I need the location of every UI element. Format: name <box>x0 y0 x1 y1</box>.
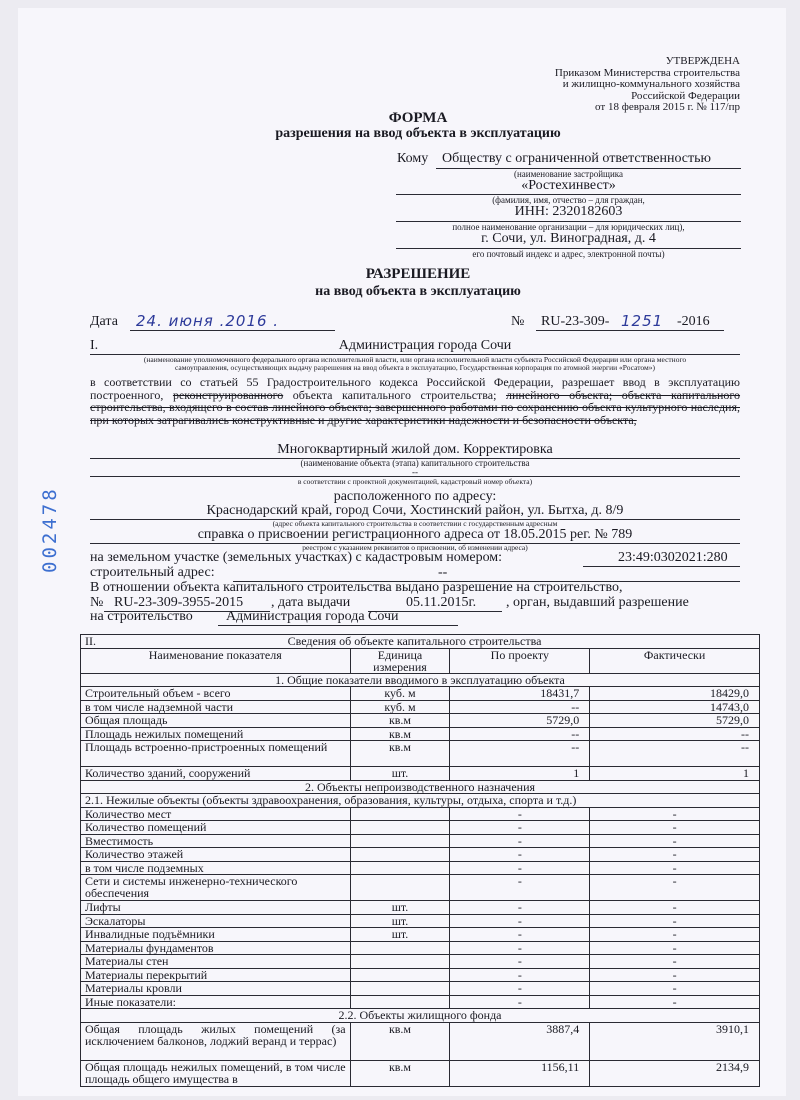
table-row <box>81 968 760 982</box>
actual-value-cell: - <box>590 914 760 928</box>
group-title: 2.1. Нежилые объекты (объекты здравоохранения, образования, культуры, отдыха, спорта и т.д.) <box>81 794 760 808</box>
table-row <box>81 821 760 835</box>
unit-cell: куб. м <box>350 700 450 714</box>
table-row <box>81 807 760 821</box>
permit-org-prefix: на строительство <box>90 609 193 624</box>
indicator-name-cell: Материалы перекрытий <box>81 968 351 982</box>
permit-org-label: , орган, выдавший разрешение <box>506 595 689 610</box>
actual-value-cell: - <box>590 861 760 875</box>
indicator-name-cell: Количество зданий, сооружений <box>81 767 351 781</box>
table-row <box>81 995 760 1009</box>
table-row <box>81 901 760 915</box>
indicator-name-cell: Лифты <box>81 901 351 915</box>
object-dash: -- <box>412 467 418 477</box>
unit-cell <box>350 834 450 848</box>
approval-line: и жилищно-коммунального хозяйства <box>562 78 740 90</box>
form-subtitle: разрешения на ввод объекта в эксплуатацию <box>275 126 561 141</box>
actual-value-cell: -- <box>590 741 760 767</box>
actual-value-cell: 2134,9 <box>590 1060 760 1086</box>
table-row <box>81 848 760 862</box>
doc-subtitle: на ввод объекта в эксплуатацию <box>315 284 521 299</box>
number-handwritten: 1251 <box>621 312 664 330</box>
indicator-name-cell: Иные показатели: <box>81 995 351 1009</box>
date-label: Дата <box>90 314 118 329</box>
table-row <box>81 714 760 728</box>
address-note: (адрес объекта капитального строительства в соответствии с государственным адресным <box>272 519 558 528</box>
group-title: 2. Объекты непроизводственного назначения <box>81 780 760 794</box>
actual-value-cell: - <box>590 955 760 969</box>
approval-line: Приказом Министерства строительства <box>554 66 740 79</box>
indicator-name-cell: Материалы фундаментов <box>81 941 351 955</box>
group-row <box>81 673 760 687</box>
group-title: 2.2. Объекты жилищного фонда <box>81 1009 760 1023</box>
project-value-cell: - <box>450 941 590 955</box>
actual-value-cell: - <box>590 807 760 821</box>
underline <box>536 330 724 331</box>
permit-org: Администрация города Сочи <box>226 609 399 624</box>
unit-cell <box>350 955 450 969</box>
indicator-name-cell: Количество этажей <box>81 848 351 862</box>
actual-value-cell: 3910,1 <box>590 1022 760 1060</box>
project-value-cell: - <box>450 807 590 821</box>
table-row <box>81 687 760 701</box>
reference-note: реестром с указанием реквизитов о присвоении, об изменении адреса) <box>302 543 528 552</box>
project-value-cell: - <box>450 875 590 901</box>
header-cell: Фактически <box>590 648 760 673</box>
recipient-to-value: Обществу с ограниченной ответственностью <box>442 151 711 166</box>
actual-value-cell: - <box>590 848 760 862</box>
recipient-to-label: Кому <box>397 151 429 166</box>
table-row <box>81 767 760 781</box>
approval-line: УТВЕРЖДЕНА <box>665 55 740 67</box>
table-row <box>81 955 760 969</box>
unit-cell <box>350 995 450 1009</box>
paragraph-struck-text: реконструированного <box>172 387 284 402</box>
unit-cell <box>350 968 450 982</box>
permission-paragraph <box>90 376 740 426</box>
unit-cell: куб. м <box>350 687 450 701</box>
recipient-note: его почтовый индекс и адрес, электронной почты) <box>472 249 665 259</box>
permit-date-label: , дата выдачи <box>271 595 351 610</box>
project-value-cell: - <box>450 914 590 928</box>
actual-value-cell: - <box>590 875 760 901</box>
indicator-name-cell: Эскалаторы <box>81 914 351 928</box>
header-cell: Наименование показателя <box>81 648 351 673</box>
indicator-name-cell: Общая площадь жилых помещений (за исключением балконов, лоджий веранд и террас) <box>81 1022 351 1060</box>
recipient-inn: ИНН: 2320182603 <box>514 204 623 219</box>
unit-cell: кв.м <box>350 714 450 728</box>
actual-value-cell: - <box>590 982 760 996</box>
underline <box>583 566 740 567</box>
table-title-text: Сведения об объекте капитального строительства <box>287 634 542 648</box>
unit-cell <box>350 807 450 821</box>
table-row <box>81 914 760 928</box>
address-reference: справка о присвоении регистрационного адреса от 18.05.2015 рег. № 789 <box>197 527 633 542</box>
project-value-cell: - <box>450 995 590 1009</box>
unit-cell <box>350 821 450 835</box>
project-value-cell: 3887,4 <box>450 1022 590 1060</box>
table-row <box>81 941 760 955</box>
project-value-cell: 18431,7 <box>450 687 590 701</box>
project-value-cell: - <box>450 821 590 835</box>
authority-note: самоуправления, осуществляющих выдачу разрешения на ввод объекта в эксплуатацию, Государственная корпорация по атомной энергии «Росатом») <box>175 363 655 372</box>
permit-number: RU-23-309-3955-2015 <box>114 595 244 610</box>
actual-value-cell: 14743,0 <box>590 700 760 714</box>
unit-cell: кв.м <box>350 1022 450 1060</box>
table-row <box>81 727 760 741</box>
header-cell: Единица измерения <box>350 648 450 673</box>
unit-cell <box>350 875 450 901</box>
recipient-name: «Ростехинвест» <box>521 178 616 193</box>
permit-date: 05.11.2015г. <box>406 595 477 610</box>
indicator-name-cell: в том числе надземной части <box>81 700 351 714</box>
project-value-cell: - <box>450 982 590 996</box>
table-title <box>287 634 759 649</box>
object-note: (наименование объекта (этапа) капитального строительства <box>300 458 530 468</box>
unit-cell: шт. <box>350 767 450 781</box>
authority-note: (наименование уполномоченного федерального органа исполнительной власти, или органа исполнительной власти субъекта Российской Федерации или органа местного <box>143 355 687 364</box>
indicator-name-cell: Площадь нежилых помещений <box>81 727 351 741</box>
approval-line: от 18 февраля 2015 г. № 117/пр <box>595 101 740 113</box>
actual-value-cell: -- <box>590 727 760 741</box>
indicator-name-cell: Сети и системы инженерно-технического обеспечения <box>81 875 351 901</box>
indicator-name-cell: Строительный объем - всего <box>81 687 351 701</box>
doc-title: РАЗРЕШЕНИЕ <box>365 266 471 282</box>
table-row <box>81 1022 760 1060</box>
paragraph-struck-text: линейного объекта; объекта капитального строительства, входящего в состав линейного объекта; завершенного работами по сохранению объекта культурного наследия, при которых затрагивались конструктивные и другие характеристики надежности и безопасности объекта, <box>90 387 741 427</box>
table-row <box>81 982 760 996</box>
project-value-cell: 1 <box>450 767 590 781</box>
group-row <box>81 780 760 794</box>
document-page <box>18 8 786 1096</box>
table-row <box>81 700 760 714</box>
indicator-name-cell: Вместимость <box>81 834 351 848</box>
located-label: расположенного по адресу: <box>333 489 497 504</box>
project-value-cell: 1156,11 <box>450 1060 590 1086</box>
actual-value-cell: 5729,0 <box>590 714 760 728</box>
indicator-name-cell: Материалы кровли <box>81 982 351 996</box>
table-header-row <box>81 648 760 673</box>
indicator-name-cell: Количество помещений <box>81 821 351 835</box>
table-body-housing <box>81 1022 760 1086</box>
number-label: № <box>511 314 525 329</box>
recipient-note: (наименование застройщика <box>513 169 623 179</box>
project-value-cell: - <box>450 968 590 982</box>
unit-cell: кв.м <box>350 727 450 741</box>
unit-cell: шт. <box>350 901 450 915</box>
object-name: Многоквартирный жилой дом. Корректировка <box>277 442 553 457</box>
unit-cell: кв.м <box>350 1060 450 1086</box>
actual-value-cell: - <box>590 928 760 942</box>
stamp-number-wrap <box>14 486 94 573</box>
table-title-row <box>81 635 760 649</box>
unit-cell <box>350 982 450 996</box>
project-value-cell: -- <box>450 727 590 741</box>
project-value-cell: - <box>450 861 590 875</box>
stamp-number: 002478 <box>39 486 61 573</box>
permit-number-label: № <box>90 595 104 610</box>
date-value: 24. июня .2016 . <box>136 312 280 330</box>
cadastre-value: 23:49:0302021:280 <box>618 550 728 565</box>
table-body-general <box>81 687 760 781</box>
indicator-name-cell: Материалы стен <box>81 955 351 969</box>
actual-value-cell: - <box>590 834 760 848</box>
indicator-name-cell: Инвалидные подъёмники <box>81 928 351 942</box>
number-suffix: -2016 <box>677 314 710 329</box>
authority-name: Администрация города Сочи <box>338 338 512 353</box>
project-value-cell: 5729,0 <box>450 714 590 728</box>
table-row <box>81 875 760 901</box>
unit-cell <box>350 861 450 875</box>
number-prefix: RU-23-309- <box>541 314 610 329</box>
table-body-nonresidential <box>81 807 760 1009</box>
project-value-cell: - <box>450 928 590 942</box>
table-row <box>81 861 760 875</box>
project-value-cell: -- <box>450 741 590 767</box>
underline <box>218 625 458 626</box>
actual-value-cell: 1 <box>590 767 760 781</box>
unit-cell <box>350 941 450 955</box>
paragraph-text: в соответствии со статьей 55 Градостроительного кодекса Российской Федерации, разрешает ввод в эксплуатацию построенного, <box>90 375 740 402</box>
recipient-note: полное наименование организации – для юридических лиц), <box>452 222 685 232</box>
form-title: ФОРМА <box>388 110 448 126</box>
group-row <box>81 1009 760 1023</box>
project-note: в соответствии с проектной документацией, кадастровый номер объекта) <box>297 477 533 486</box>
object-info-table <box>80 634 760 1087</box>
table-roman: II. <box>81 635 351 649</box>
indicator-name-cell: Площадь встроенно-пристроенных помещений <box>81 741 351 767</box>
approval-block <box>555 56 740 114</box>
project-value-cell: - <box>450 834 590 848</box>
cadastre-label: на земельном участке (земельных участках) с кадастровым номером: <box>90 550 503 565</box>
underline <box>130 330 335 331</box>
actual-value-cell: - <box>590 995 760 1009</box>
unit-cell: шт. <box>350 928 450 942</box>
indicator-name-cell: Общая площадь нежилых помещений, в том числе площадь общего имущества в <box>81 1060 351 1086</box>
actual-value-cell: 18429,0 <box>590 687 760 701</box>
recipient-note: (фамилия, имя, отчество – для граждан, <box>492 195 645 205</box>
table-row <box>81 928 760 942</box>
group-row <box>81 794 760 808</box>
unit-cell: кв.м <box>350 741 450 767</box>
approval-line: Российской Федерации <box>631 89 740 102</box>
actual-value-cell: - <box>590 968 760 982</box>
permit-line: В отношении объекта капитального строительства выдано разрешение на строительство, <box>90 580 623 595</box>
project-value-cell: - <box>450 901 590 915</box>
table-row <box>81 1060 760 1086</box>
group-title: 1. Общие показатели вводимого в эксплуатацию объекта <box>81 673 760 687</box>
build-address-label: строительный адрес: <box>90 565 215 580</box>
actual-value-cell: - <box>590 941 760 955</box>
recipient-address: г. Сочи, ул. Виноградная, д. 4 <box>481 231 656 246</box>
header-cell: По проекту <box>450 648 590 673</box>
object-address: Краснодарский край, город Сочи, Хостинский район, ул. Бытха, д. 8/9 <box>206 503 624 518</box>
project-value-cell: -- <box>450 700 590 714</box>
indicator-name-cell: Общая площадь <box>81 714 351 728</box>
project-value-cell: - <box>450 848 590 862</box>
indicator-name-cell: Количество мест <box>81 807 351 821</box>
unit-cell: шт. <box>350 914 450 928</box>
build-address-value: -- <box>438 565 448 580</box>
paragraph-text: объекта капитального строительства; <box>292 387 497 402</box>
table-row <box>81 741 760 767</box>
actual-value-cell: - <box>590 901 760 915</box>
actual-value-cell: - <box>590 821 760 835</box>
project-value-cell: - <box>450 955 590 969</box>
section-roman: I. <box>90 338 99 353</box>
indicator-name-cell: в том числе подземных <box>81 861 351 875</box>
unit-cell <box>350 848 450 862</box>
table-row <box>81 834 760 848</box>
